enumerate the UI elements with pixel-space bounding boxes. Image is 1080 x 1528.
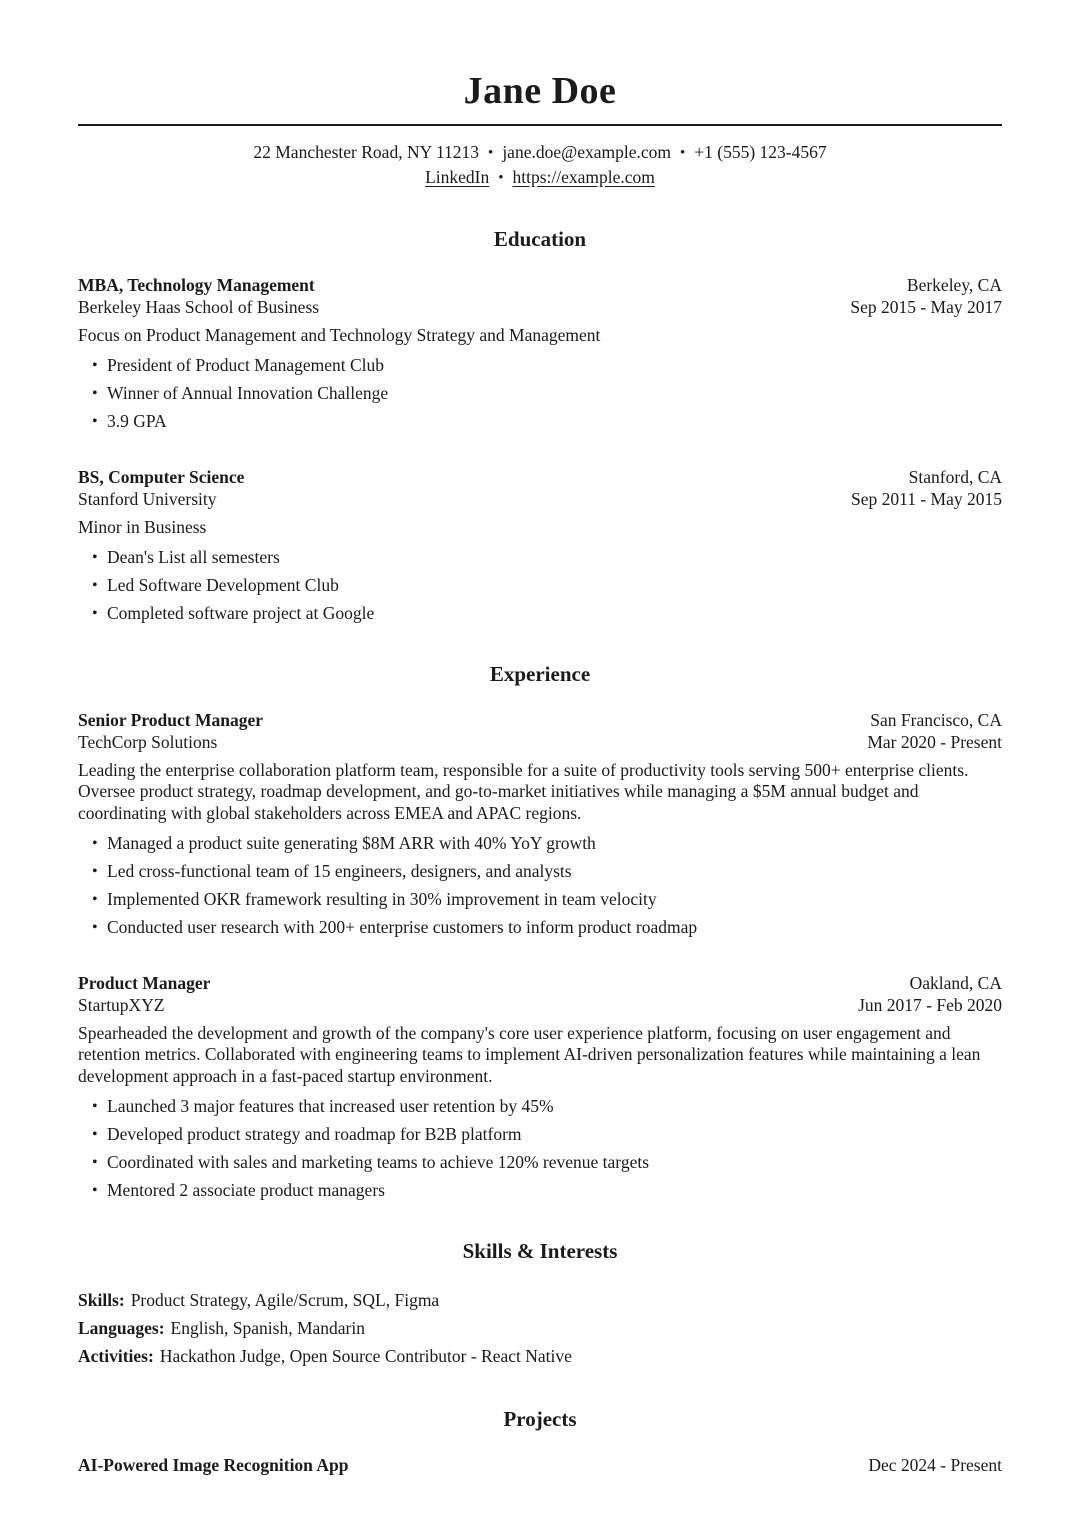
person-name: Jane Doe [463, 70, 617, 112]
header-divider [78, 124, 1002, 126]
skills-value: Product Strategy, Agile/Scrum, SQL, Figma [130, 1289, 440, 1310]
entry-location: San Francisco, CA [870, 709, 1002, 730]
entry-header [78, 709, 1002, 753]
school-name: Berkeley Haas School of Business [78, 296, 320, 317]
bullet-item: • Coordinated with sales and marketing teams to achieve 120% revenue targets [78, 1152, 1002, 1174]
activities-row [78, 1342, 1002, 1370]
separator-dot: • [680, 144, 686, 161]
entry-bullet-list [78, 547, 1002, 625]
languages-value: English, Spanish, Mandarin [170, 1317, 365, 1338]
education-heading: Education [493, 226, 587, 251]
company-name: TechCorp Solutions [78, 731, 218, 752]
job-title: Senior Product Manager [78, 709, 264, 730]
phone-text: +1 (555) 123-4567 [694, 141, 827, 162]
section-projects [78, 1407, 1002, 1476]
bullet-item: • Mentored 2 associate product managers [78, 1180, 1002, 1202]
entry-bullet-list [78, 1096, 1002, 1202]
project-title: AI-Powered Image Recognition App [78, 1454, 349, 1475]
separator-dot: • [488, 144, 494, 161]
degree-title: BS, Computer Science [78, 466, 245, 487]
bullet-item: • Winner of Annual Innovation Challenge [78, 383, 1002, 405]
experience-heading: Experience [489, 661, 591, 686]
entry-dates: Dec 2024 - Present [868, 1454, 1002, 1475]
entry-dates: Jun 2017 - Feb 2020 [858, 994, 1002, 1015]
contact-line-2 [78, 165, 1002, 190]
experience-entry [78, 709, 1002, 939]
school-name: Stanford University [78, 488, 217, 509]
languages-row [78, 1314, 1002, 1342]
education-entry [78, 274, 1002, 433]
entry-header [78, 466, 1002, 510]
entry-description: Focus on Product Management and Technology Strategy and Management [78, 324, 601, 345]
project-entry [78, 1454, 1002, 1476]
contact-line-1 [78, 140, 1002, 165]
activities-label: Activities: [78, 1345, 154, 1366]
bullet-item: • Dean's List all semesters [78, 547, 1002, 569]
entry-bullet-list [78, 833, 1002, 939]
entry-dates: Mar 2020 - Present [867, 731, 1002, 752]
bullet-item: • Managed a product suite generating $8M ARR with 40% YoY growth [78, 833, 1002, 855]
entry-location: Berkeley, CA [906, 274, 1002, 295]
section-experience [78, 662, 1002, 1202]
bullet-item: • Launched 3 major features that increased user retention by 45% [78, 1096, 1002, 1118]
section-education [78, 227, 1002, 625]
bullet-item: • Developed product strategy and roadmap for B2B platform [78, 1124, 1002, 1146]
experience-entry [78, 972, 1002, 1202]
entry-description: Minor in Business [78, 516, 207, 537]
bullet-item: • Led cross-functional team of 15 engineers, designers, and analysts [78, 861, 1002, 883]
linkedin-link[interactable]: LinkedIn [425, 166, 490, 187]
skills-heading: Skills & Interests [462, 1238, 618, 1263]
entry-location: Stanford, CA [908, 466, 1002, 487]
job-title: Product Manager [78, 972, 211, 993]
entry-description: Spearheaded the development and growth of the company's core user experience platform, focusing on user engagement and retention metrics. Collaborated with engineering teams to implement AI-driven personalization features while maintaining a lean development approach in a fast-paced startup environment. [78, 1022, 981, 1086]
entry-header [78, 1454, 1002, 1476]
website-link[interactable]: https://example.com [512, 166, 655, 187]
skills-label: Skills: [78, 1289, 125, 1310]
bullet-item: • Completed software project at Google [78, 603, 1002, 625]
bullet-item: • 3.9 GPA [78, 411, 1002, 433]
entry-header [78, 274, 1002, 318]
entry-dates: Sep 2011 - May 2015 [850, 488, 1002, 509]
bullet-item: • Implemented OKR framework resulting in 30% improvement in team velocity [78, 889, 1002, 911]
bullet-item: • President of Product Management Club [78, 355, 1002, 377]
resume-header [78, 70, 1002, 190]
company-name: StartupXYZ [78, 994, 165, 1015]
projects-heading: Projects [503, 1406, 577, 1431]
activities-value: Hackathon Judge, Open Source Contributor - React Native [159, 1345, 572, 1366]
section-skills [78, 1239, 1002, 1370]
languages-label: Languages: [78, 1317, 165, 1338]
entry-description: Leading the enterprise collaboration platform team, responsible for a suite of productivity tools serving 500+ enterprise clients. Oversee product strategy, roadmap development, and go-to-market initiatives while managing a $5M annual budget and coordinating with global stakeholders across EMEA and APAC regions. [78, 759, 969, 823]
bullet-item: • Conducted user research with 200+ enterprise customers to inform product roadmap [78, 917, 1002, 939]
entry-location: Oakland, CA [909, 972, 1002, 993]
entry-dates: Sep 2015 - May 2017 [850, 296, 1002, 317]
entry-bullet-list [78, 355, 1002, 433]
bullet-item: • Led Software Development Club [78, 575, 1002, 597]
skills-row [78, 1286, 1002, 1314]
separator-dot: • [498, 169, 504, 186]
entry-header [78, 972, 1002, 1016]
degree-title: MBA, Technology Management [78, 274, 315, 295]
email-text: jane.doe@example.com [502, 141, 671, 162]
education-entry [78, 466, 1002, 625]
address-text: 22 Manchester Road, NY 11213 [253, 141, 480, 162]
